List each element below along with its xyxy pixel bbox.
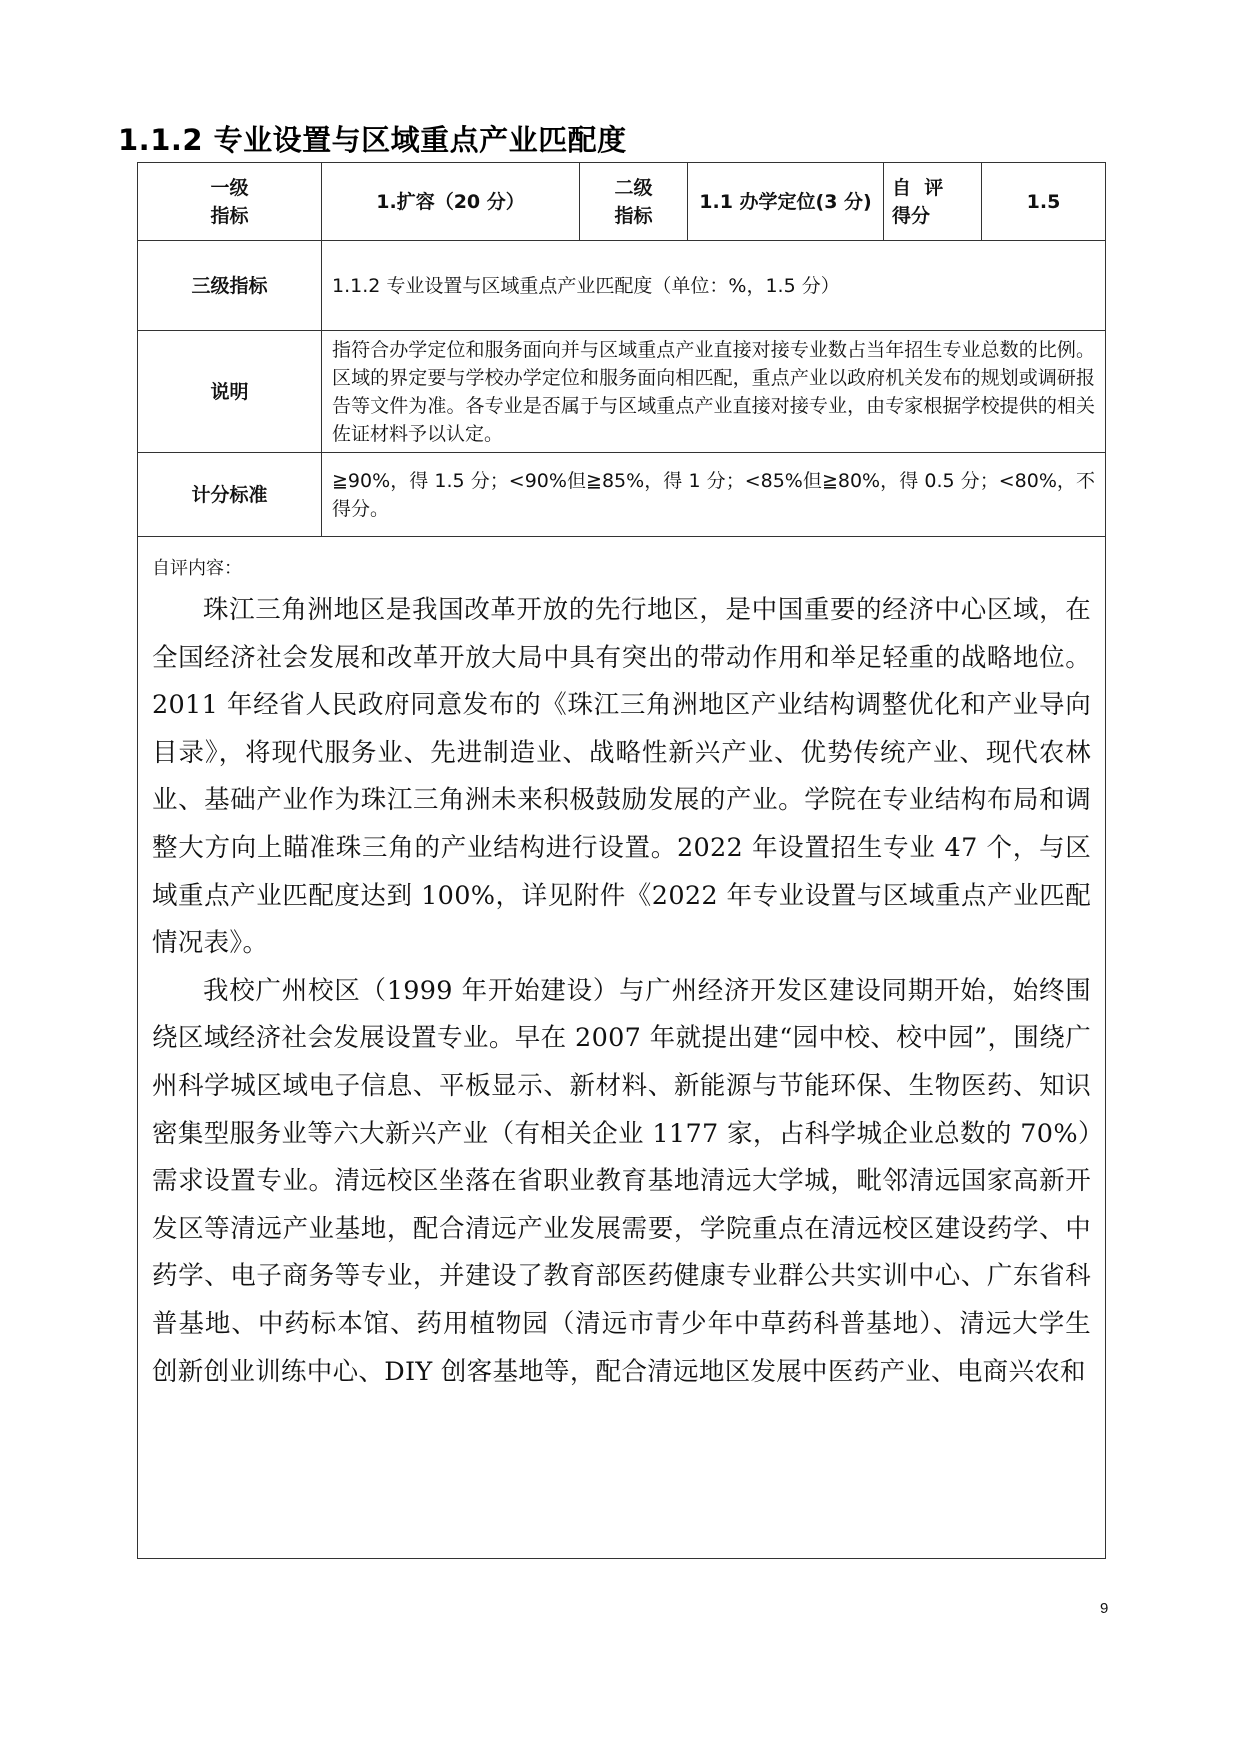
level3-value: 1.1.2 专业设置与区域重点产业匹配度（单位：%，1.5 分） <box>322 241 1106 331</box>
self-eval-paragraph-2: 我校广州校区（1999 年开始建设）与广州经济开发区建设同期开始，始终围绕区域经济社会发展设置专业。早在 2007 年就提出建“园中校、校中园”，围绕广州科学城区域电子信息、平板显示、新材料、新能源与节能环保、生物医药、知识密集型服务业等六大新兴产业（有相关企业 1177 家，占科学城企业总数的 70%）需求设置专业。清远校区坐落在省职业教育基地清远大学城，毗邻清远国家高新开发区等清远产业基地，配合清远产业发展需要，学院重点在清远校区建设药学、中药学、电子商务等专业，并建设了教育部医药健康专业群公共实训中心、广东省科普基地、中药标本馆、药用植物园（清远市青少年中草药科普基地）、清远大学生创新创业训练中心、DIY 创客基地等，配合清远地区发展中医药产业、电商兴农和 <box>152 975 1091 1387</box>
level3-label: 三级指标 <box>138 241 322 331</box>
level1-label-cell <box>138 163 322 241</box>
explain-row <box>138 331 1106 453</box>
level3-row <box>138 241 1106 331</box>
scoring-value: ≧90%，得 1.5 分；<90%但≧85%，得 1 分；<85%但≧80%，得 0.5 分；<80%，不得分。 <box>322 453 1106 537</box>
self-eval-row <box>138 537 1106 1559</box>
self-score-value: 1.5 <box>982 163 1106 241</box>
explain-label: 说明 <box>138 331 322 453</box>
section-heading: 1.1.2 专业设置与区域重点产业匹配度 <box>118 123 627 157</box>
self-eval-label: 自评内容： <box>152 558 242 579</box>
self-score-label: 自 评 得分 <box>892 176 944 227</box>
self-eval-cell <box>138 537 1106 1559</box>
self-score-label-cell <box>884 163 982 241</box>
header-row <box>138 163 1106 241</box>
scoring-row <box>138 453 1106 537</box>
level1-label: 一级 指标 <box>210 176 249 227</box>
level1-value: 1.扩容（20 分） <box>322 163 580 241</box>
level2-value: 1.1 办学定位(3 分) <box>688 163 884 241</box>
self-eval-paragraph-1: 珠江三角洲地区是我国改革开放的先行地区，是中国重要的经济中心区域，在全国经济社会发展和改革开放大局中具有突出的带动作用和举足轻重的战略地位。2011 年经省人民政府同意发布的《珠江三角洲地区产业结构调整优化和产业导向目录》，将现代服务业、先进制造业、战略性新兴产业、优势传统产业、现代农林业、基础产业作为珠江三角洲未来积极鼓励发展的产业。学院在专业结构布局和调整大方向上瞄准珠三角的产业结构进行设置。2022 年设置招生专业 47 个，与区域重点产业匹配度达到 100%，详见附件《2022 年专业设置与区域重点产业匹配情况表》。 <box>152 595 1091 959</box>
level2-label: 二级 指标 <box>614 176 653 227</box>
scoring-label: 计分标准 <box>138 453 322 537</box>
level2-label-cell <box>580 163 688 241</box>
evaluation-table <box>137 162 1106 1559</box>
page-number: 9 <box>1100 1600 1109 1617</box>
explain-value: 指符合办学定位和服务面向并与区域重点产业直接对接专业数占当年招生专业总数的比例。区域的界定要与学校办学定位和服务面向相匹配，重点产业以政府机关发布的规划或调研报告等文件为准。各专业是否属于与区域重点产业直接对接专业，由专家根据学校提供的相关佐证材料予以认定。 <box>322 331 1106 453</box>
